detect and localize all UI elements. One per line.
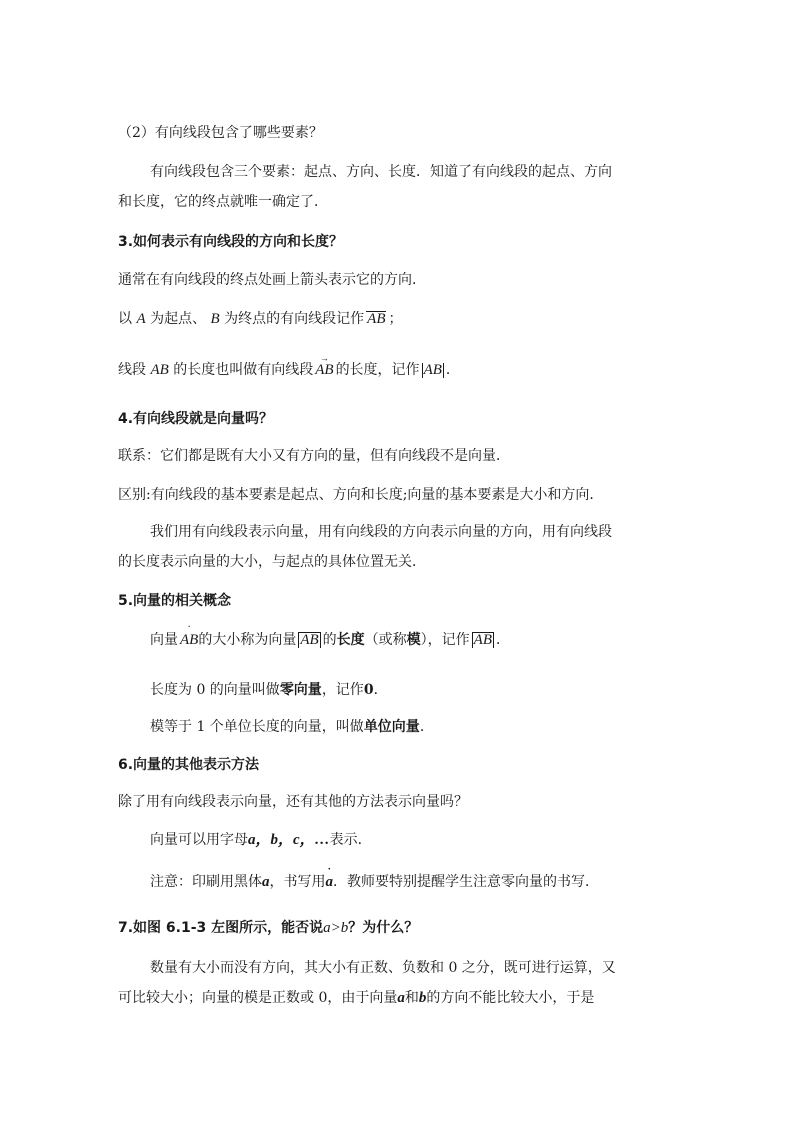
- notation-line: 以 A 为起点、 B 为终点的有向线段记作 AB ；: [118, 311, 403, 327]
- paragraph-line: 的长度表示向量的大小，与起点的具体位置无关．: [118, 554, 426, 570]
- section-heading-3: 3.如何表示有向线段的方向和长度？: [118, 234, 344, 250]
- notation-line: 注意：印刷用黑体a，书写用 · a．教师要特别提醒学生注意零向量的书写．: [150, 864, 599, 890]
- paragraph-line: 除了用有向线段表示向量，还有其他的方法表示向量吗？: [118, 794, 468, 810]
- arrow-icon: →: [319, 353, 329, 363]
- vector-ab-magnitude: AB: [300, 632, 319, 648]
- section-heading-7: 7.如图 6.1-3 左图所示，能否说a>b？为什么？: [118, 920, 419, 936]
- section-heading-6: 6.向量的其他表示方法: [118, 757, 260, 773]
- notation-line: 向量 · AB的大小称为向量 AB 的长度（或称模），记作 AB ．: [150, 622, 510, 648]
- paragraph-line: 可比较大小；向量的模是正数或 0，由于向量a和b的方向不能比较大小，于是: [118, 990, 595, 1006]
- definition-line: 长度为 0 的向量叫做零向量，记作0．: [150, 682, 388, 698]
- dot-icon: ·: [187, 622, 191, 633]
- term-zero-vector: 零向量: [279, 682, 322, 698]
- bold-vector-b: b: [418, 990, 427, 1006]
- paragraph-line: 区别:有向线段的基本要素是起点、方向和长度;向量的基本要素是大小和方向．: [118, 487, 604, 503]
- vector-ab-arrow: → AB: [315, 353, 334, 378]
- paragraph-line: 和长度，它的终点就唯一确定了．: [118, 194, 328, 210]
- definition-line: 模等于 1 个单位长度的向量，叫做单位向量．: [150, 719, 434, 735]
- paragraph-line: 通常在有向线段的终点处画上箭头表示它的方向．: [118, 272, 426, 288]
- paragraph-line: 有向线段包含三个要素：起点、方向、长度．知道了有向线段的起点、方向: [150, 164, 612, 180]
- paragraph-line: 联系：它们都是既有大小又有方向的量，但有向线段不是向量．: [118, 448, 510, 464]
- notation-line: 向量可以用字母a，b，c，…表示．: [150, 832, 372, 848]
- zero-vector-symbol: 0: [363, 682, 374, 698]
- section-heading-4: 4.有向线段就是向量吗？: [118, 411, 274, 427]
- dot-icon: ·: [327, 864, 331, 875]
- vector-ab-magnitude: AB: [473, 632, 492, 648]
- vector-ab-magnitude: AB: [423, 362, 442, 378]
- bold-vector-a: a: [262, 874, 270, 890]
- paragraph-line: 我们用有向线段表示向量，用有向线段的方向表示向量的方向，用有向线段: [150, 524, 612, 540]
- term-length: 长度: [336, 632, 365, 648]
- question-2: （2）有向线段包含了哪些要素？: [118, 125, 323, 141]
- vector-ab-dot: · AB: [180, 622, 199, 648]
- notation-line: 线段 AB 的长度也叫做有向线段 → AB 的长度，记作 AB ．: [118, 353, 460, 378]
- inequality-a-gt-b: a>b: [323, 920, 349, 936]
- handwritten-vector-a: · a: [325, 864, 333, 890]
- section-heading-5: 5.向量的相关概念: [118, 593, 232, 609]
- bold-vector-a: a: [397, 990, 405, 1006]
- term-unit-vector: 单位向量: [363, 719, 420, 735]
- vector-ab-overline: AB: [367, 311, 386, 327]
- term-modulus: 模: [406, 632, 421, 648]
- vector-letters: a，b，c，…: [248, 832, 330, 848]
- paragraph-line: 数量有大小而没有方向，其大小有正数、负数和 0 之分，既可进行运算，又: [150, 960, 616, 976]
